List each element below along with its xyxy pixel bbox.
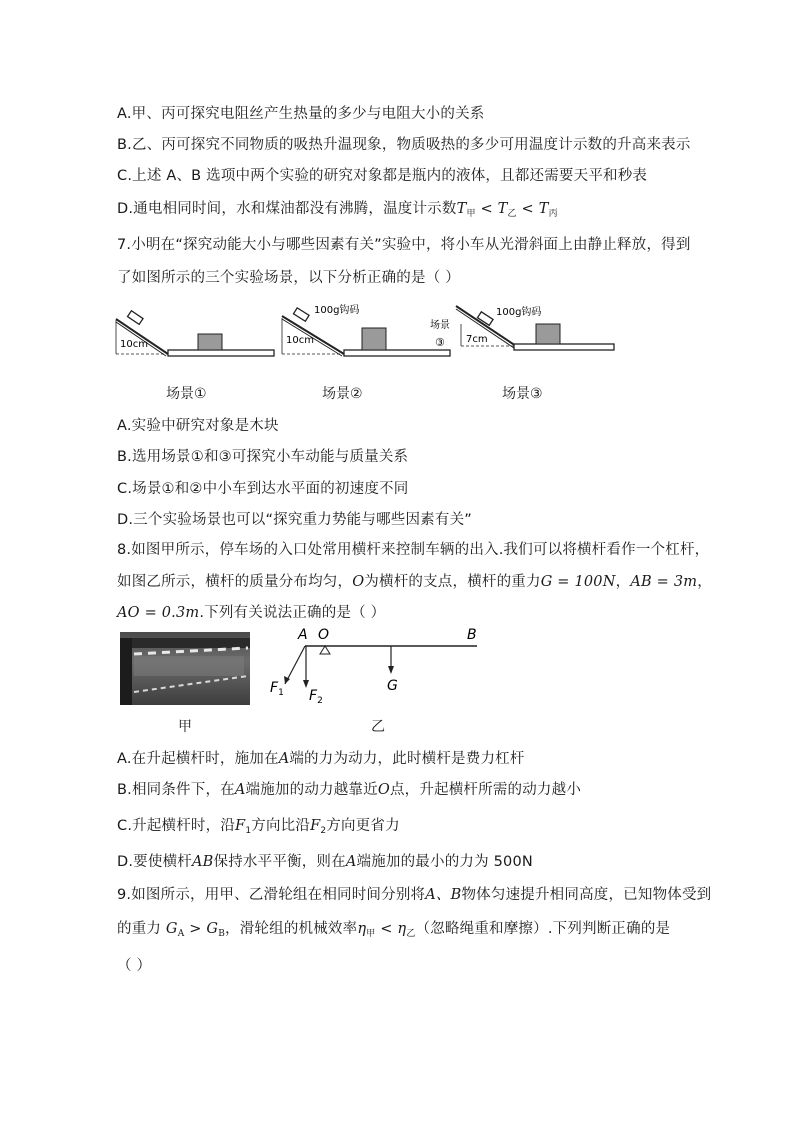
- scene3-tag: 场景: [430, 320, 450, 331]
- q8-d-ab: AB: [191, 854, 214, 870]
- q9-eta-jia-sub: 甲: [366, 929, 376, 939]
- caption-yi: 乙: [371, 719, 385, 735]
- q7-figure: [110, 298, 620, 364]
- q8-b-text-3: 点，升起横杆所需的动力越小: [389, 782, 582, 798]
- q9-greater-than: >: [189, 921, 202, 937]
- label-f2: [309, 688, 323, 706]
- q7-option-c: C.场景①和②中小车到达水平面的初速度不同: [117, 481, 409, 497]
- label-f2-letter: F: [309, 688, 318, 704]
- q6-option-d: [117, 197, 558, 219]
- q8-d-text-3: 端施加的最小的力为 500N: [356, 854, 533, 870]
- label-a: A: [298, 627, 308, 643]
- wood-block-1: [198, 334, 222, 350]
- scene-caption-1: 场景①: [166, 386, 207, 402]
- q8-option-b: [117, 778, 581, 799]
- q8-a-text-1: A.在升起横杆时，施加在: [117, 751, 279, 767]
- q9-text-3: 的重力: [117, 921, 162, 937]
- q9-weight-a-sub: A: [177, 929, 185, 939]
- q8-c-f2-sub: 2: [320, 826, 327, 836]
- q9-eta-yi: η: [397, 921, 407, 937]
- q8-option-a: [117, 747, 525, 768]
- q8-stem-line2: [117, 570, 712, 591]
- q9-text-4: ，滑轮组的机械效率: [225, 921, 358, 937]
- less-than-2: <: [521, 201, 534, 217]
- q9-stem-line2: [117, 917, 670, 939]
- temp-bing-sub: 丙: [548, 209, 558, 219]
- q8-d-point-a: A: [345, 854, 357, 870]
- wood-block-3: [536, 324, 560, 344]
- q6-option-d-text: D.通电相同时间，水和煤油都没有沸腾，温度计示数: [117, 201, 457, 217]
- q8-a-text-2: 端的力为动力，此时横杆是费力杠杆: [289, 751, 525, 767]
- q8-length-ab: AB = 3m: [630, 574, 698, 590]
- height-label-1: 10cm: [120, 339, 148, 350]
- cart-3: [477, 312, 493, 325]
- q6-option-c: C.上述 A、B 选项中两个实验的研究对象都是瓶内的液体，且都还需要天平和秒表: [117, 168, 648, 184]
- label-f1: [270, 680, 284, 698]
- label-f1-sub: 1: [278, 688, 284, 698]
- q7-option-a: A.实验中研究对象是木块: [117, 418, 279, 434]
- lever-diagram: [265, 622, 480, 708]
- q8-comma-2: ，: [697, 574, 712, 590]
- temp-jia: T: [456, 201, 467, 217]
- cart-1: [128, 311, 144, 325]
- scene-3: [430, 305, 614, 350]
- height-label-2: 10cm: [286, 335, 314, 346]
- label-f2-sub: 2: [317, 696, 323, 706]
- weight-label-2: 100g钩码: [314, 305, 360, 316]
- q9-stem-line1: [117, 883, 711, 904]
- q8-stem-text-3: .下列有关说法正确的是（ ）: [199, 605, 386, 621]
- q7-stem-line1: 7.小明在“探究动能大小与哪些因素有关”实验中，将小车从光滑斜面上由静止释放，得到: [117, 237, 691, 253]
- q7-option-b: B.选用场景①和③可探究小车动能与质量关系: [117, 449, 409, 465]
- q9-text-2: 物体匀速提升相同高度，已知物体受到: [461, 887, 712, 903]
- q8-d-text-2: 保持水平平衡，则在: [213, 854, 346, 870]
- q8-stem-text-1: 如图乙所示，横杆的质量分布均匀，: [117, 574, 353, 590]
- parking-barrier-photo: [120, 632, 250, 705]
- scene3-num: ③: [435, 336, 445, 349]
- label-g: G: [387, 678, 398, 694]
- q8-c-text-1: C.升起横杆时，沿: [117, 818, 236, 834]
- q8-b-text-1: B.相同条件下，在: [117, 782, 235, 798]
- label-b: B: [467, 627, 477, 643]
- q9-eta-jia: η: [357, 921, 367, 937]
- q8-stem-line1: 8.如图甲所示，停车场的入口处常用横杆来控制车辆的出入.我们可以将横杆看作一个杠杆，: [117, 542, 710, 558]
- q9-text-1: 9.如图所示，用甲、乙滑轮组在相同时间分别将: [117, 887, 426, 903]
- q8-b-point-o: O: [377, 782, 390, 798]
- q9-weight-a: G: [165, 921, 178, 937]
- q8-c-f2: F: [310, 818, 321, 834]
- q9-less-than: <: [380, 921, 393, 937]
- q8-a-point: A: [278, 751, 290, 767]
- q8-weight-value: G = 100N: [540, 574, 616, 590]
- q9-weight-b-sub: B: [218, 929, 226, 939]
- q8-option-d: [117, 850, 533, 871]
- scene-1: [116, 311, 274, 356]
- q6-option-b: B.乙、丙可探究不同物质的吸热升温现象，物质吸热的多少可用温度计示数的升高来表示: [117, 137, 691, 153]
- q8-stem-text-2: 为横杆的支点，横杆的重力: [364, 574, 541, 590]
- q8-comma-1: ，: [615, 574, 631, 590]
- label-f1-letter: F: [270, 680, 279, 696]
- q9-blank: （ ）: [117, 958, 152, 974]
- pivot-triangle: [320, 646, 330, 654]
- q8-pivot-o: O: [352, 574, 365, 590]
- height-label-3: 7cm: [466, 334, 488, 345]
- q8-length-ao: AO = 0.3m: [117, 605, 200, 621]
- q9-objects: A、B: [425, 887, 462, 903]
- temp-yi-sub: 乙: [507, 209, 517, 219]
- label-o: O: [318, 627, 330, 643]
- caption-jia: 甲: [178, 719, 192, 735]
- wood-block-2: [362, 328, 386, 350]
- q8-c-f1-sub: 1: [245, 826, 252, 836]
- less-than-1: <: [480, 201, 493, 217]
- q9-text-5: （忽略绳重和摩擦）.下列判断正确的是: [415, 921, 671, 937]
- q8-b-text-2: 端施加的动力越靠近: [245, 782, 378, 798]
- q8-c-f1: F: [235, 818, 246, 834]
- q7-option-d: D.三个实验场景也可以“探究重力势能与哪些因素有关”: [117, 512, 472, 528]
- temp-yi: T: [497, 201, 508, 217]
- q6-option-a: A.甲、丙可探究电阻丝产生热量的多少与电阻大小的关系: [117, 106, 485, 122]
- temp-bing: T: [538, 201, 549, 217]
- q8-option-c: [117, 814, 400, 836]
- q9-eta-yi-sub: 乙: [406, 929, 416, 939]
- q8-d-text-1: D.要使横杆: [117, 854, 192, 870]
- cart-2: [293, 308, 309, 321]
- q9-weight-b: G: [206, 921, 219, 937]
- scene-caption-3: 场景③: [502, 386, 543, 402]
- q7-stem-line2: 了如图所示的三个实验场景，以下分析正确的是（ ）: [117, 270, 460, 286]
- weight-label-3: 100g钩码: [496, 307, 542, 318]
- q8-c-text-2: 方向比沿: [251, 818, 311, 834]
- scene-caption-2: 场景②: [322, 386, 363, 402]
- q8-stem-line3: [117, 601, 385, 622]
- q8-b-point-a: A: [234, 782, 246, 798]
- temp-jia-sub: 甲: [466, 209, 476, 219]
- scene-2: [282, 303, 450, 356]
- q8-c-text-3: 方向更省力: [326, 818, 400, 834]
